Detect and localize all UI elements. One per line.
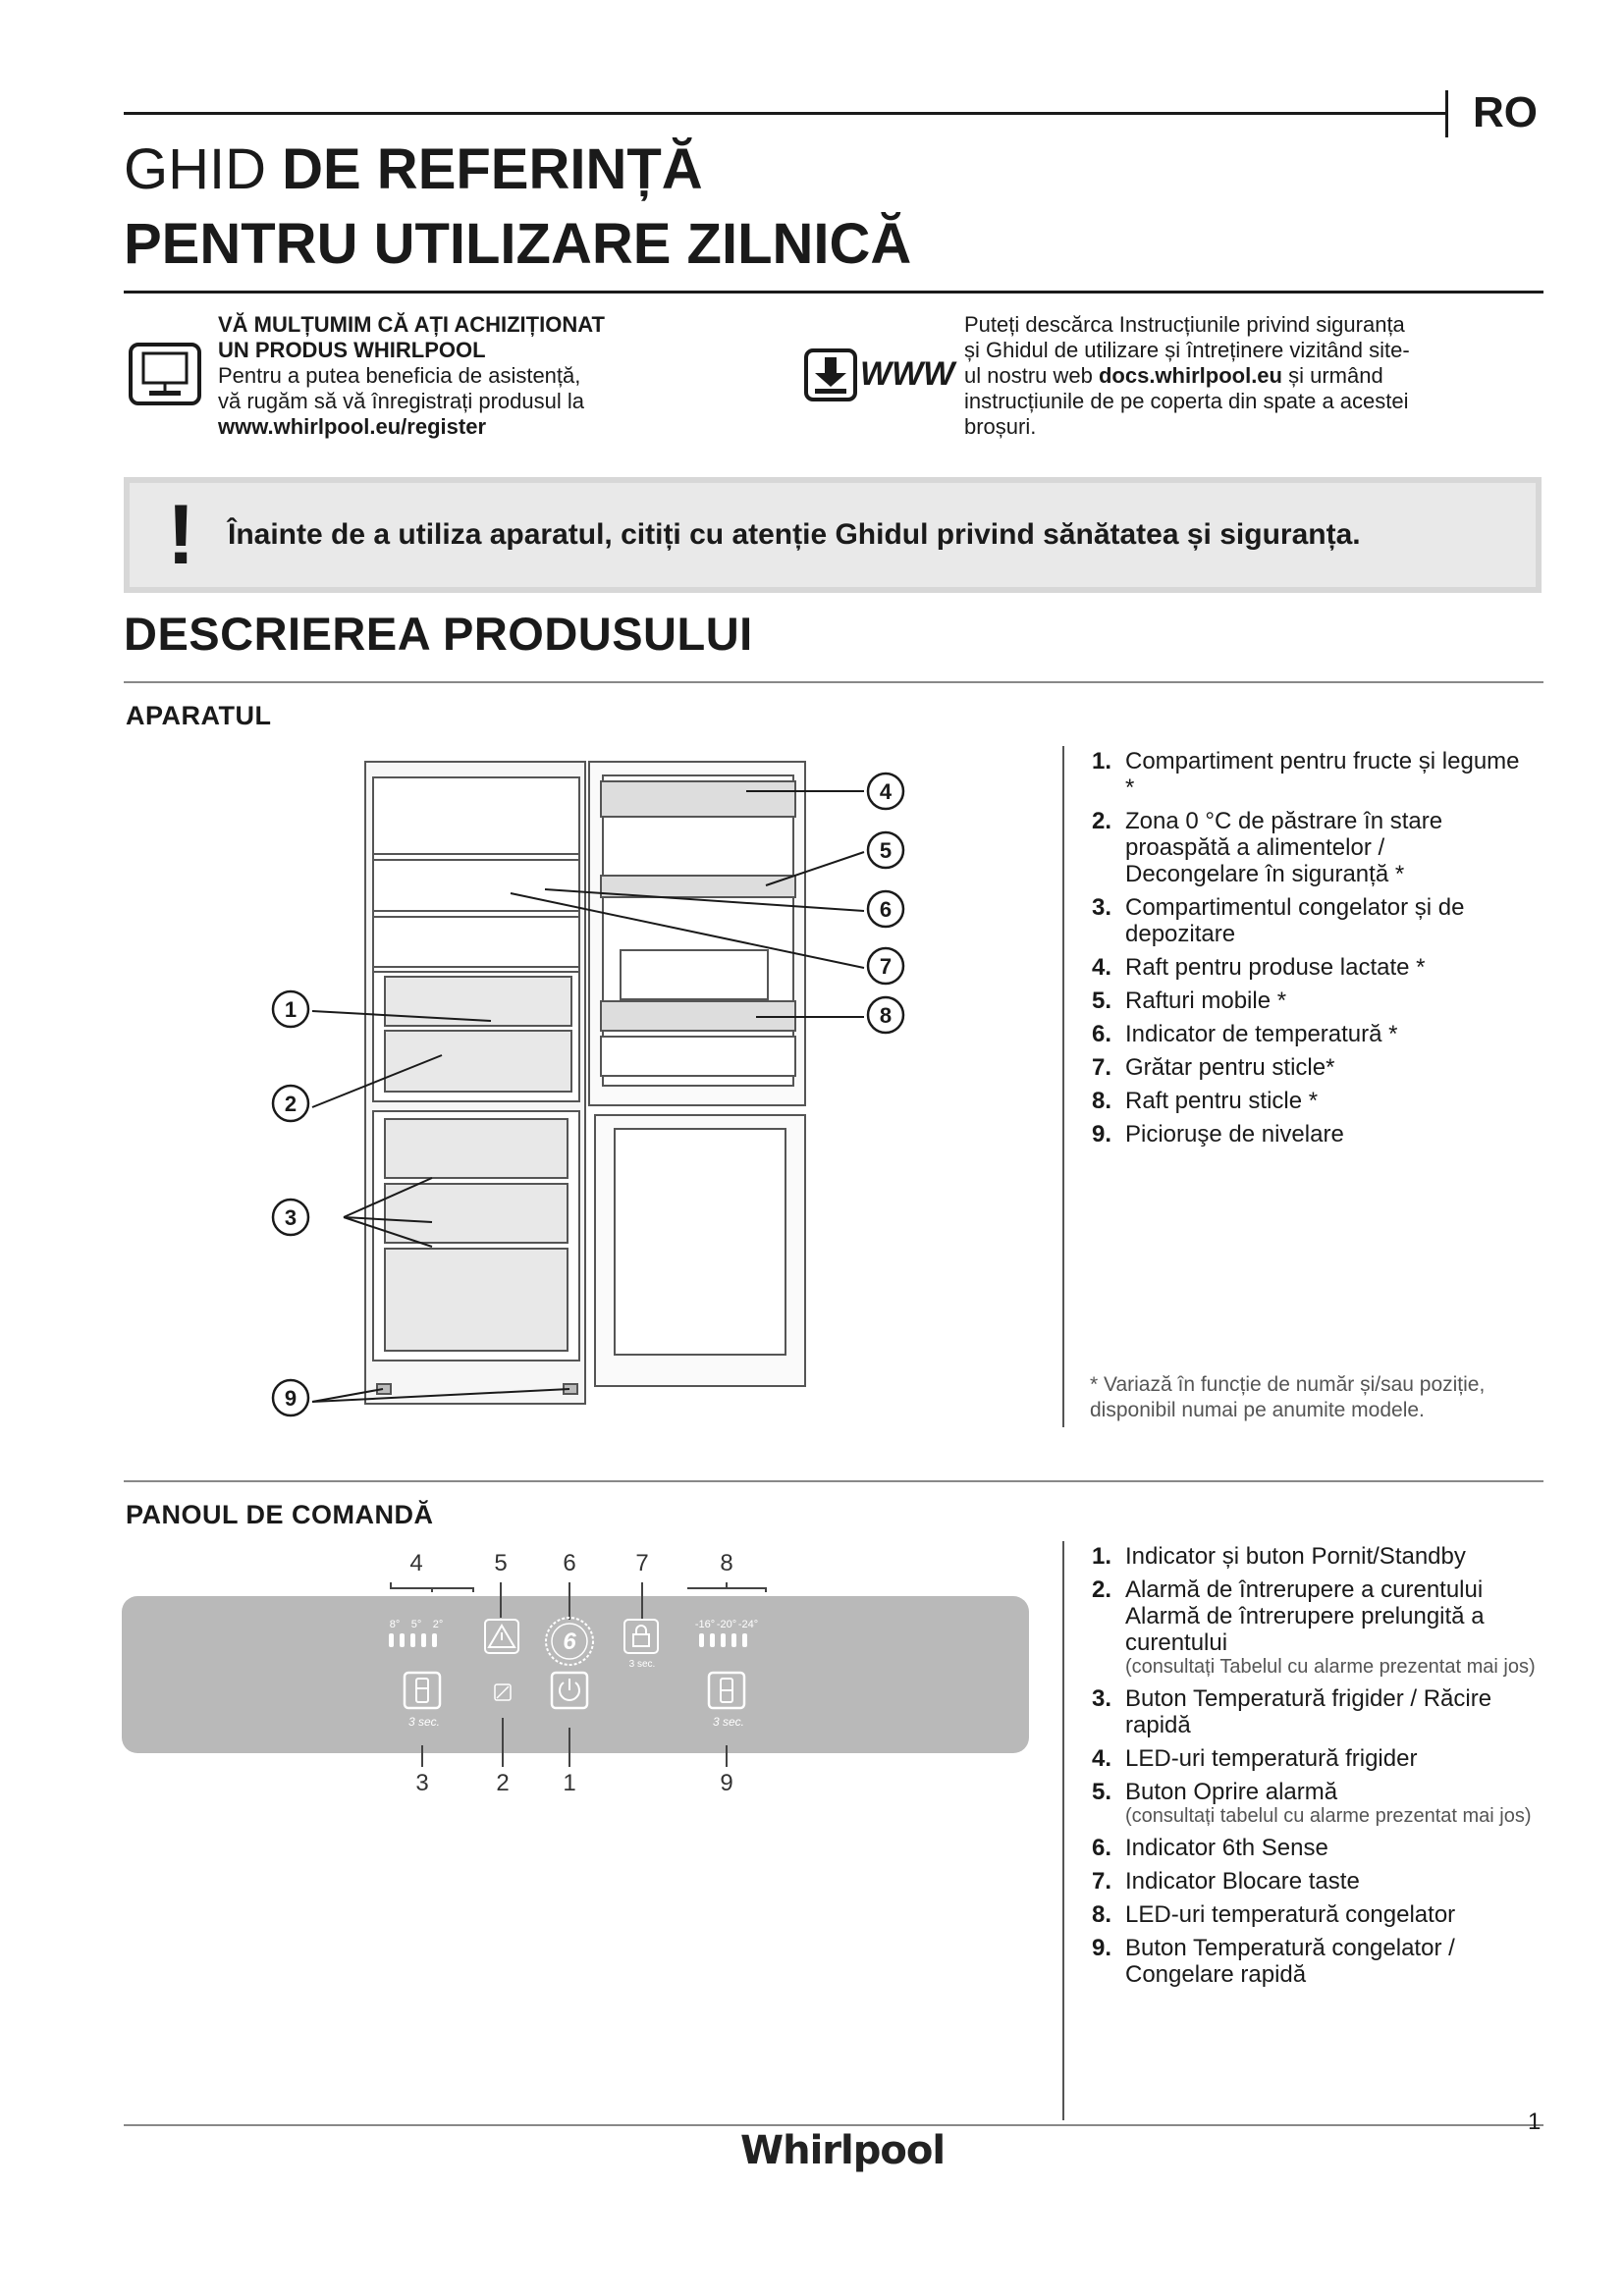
- appliance-item-text: Zona 0 °C de păstrare în stare proaspătă a alimentelor / Decongelare în siguranță *: [1125, 808, 1443, 887]
- docs-link[interactable]: docs.whirlpool.eu: [1098, 363, 1282, 388]
- control-panel-item: [1092, 1685, 1553, 1738]
- register-text-2: vă rugăm să vă înregistrați produsul la: [218, 389, 584, 413]
- control-panel-item-text: Indicator Blocare taste: [1125, 1868, 1360, 1895]
- title-line2: PENTRU UTILIZARE ZILNICĂ: [124, 212, 912, 276]
- control-panel-item-number: 8.: [1092, 1901, 1112, 1928]
- fridge-led: [389, 1633, 394, 1647]
- title-light: GHID: [124, 137, 266, 201]
- fridge-temp-label: 2°: [432, 1619, 444, 1630]
- callout-label-8: 8: [879, 1003, 893, 1028]
- freezer-temp-label: -20°: [716, 1619, 737, 1630]
- panel-bottom-label-9: 9: [720, 1770, 733, 1796]
- download-line-3: ul nostru web docs.whirlpool.eu și urmând: [964, 363, 1383, 388]
- title-bold: DE REFERINȚĂ: [282, 137, 703, 201]
- appliance-item-number: 2.: [1092, 808, 1112, 834]
- fridge-led: [421, 1633, 426, 1647]
- appliance-item-number: 7.: [1092, 1054, 1112, 1081]
- fridge-diagram: [255, 746, 943, 1433]
- appliance-item-number: 5.: [1092, 988, 1112, 1014]
- control-panel-item-number: 9.: [1092, 1935, 1112, 1961]
- download-line-4: instrucțiunile de pe coperta din spate a acestei: [964, 389, 1409, 413]
- fridge-led: [400, 1633, 405, 1647]
- download-line-5: broșuri.: [964, 414, 1037, 439]
- appliance-item-number: 4.: [1092, 954, 1112, 981]
- section-rule: [124, 681, 1543, 683]
- exclamation-icon: !: [167, 488, 195, 582]
- warning-text: Înainte de a utiliza aparatul, citiți cu atenție Ghidul privind sănătatea și siguranța.: [228, 518, 1361, 551]
- appliance-item-text: Rafturi mobile *: [1125, 988, 1287, 1014]
- appliance-item: [1092, 1021, 1524, 1047]
- appliance-heading: APARATUL: [126, 701, 272, 730]
- control-panel-item: [1092, 1543, 1553, 1570]
- panel-bottom-label-2: 2: [496, 1770, 510, 1796]
- control-panel-item-number: 5.: [1092, 1779, 1112, 1805]
- svg-text:3 sec.: 3 sec.: [712, 1715, 745, 1729]
- title-rule: [124, 291, 1543, 294]
- appliance-item-text: Compartiment pentru fructe și legume *: [1125, 748, 1520, 801]
- svg-text:3 sec.: 3 sec.: [628, 1659, 656, 1670]
- control-panel-item-text: Buton Oprire alarmă: [1125, 1779, 1338, 1805]
- control-panel-item-text: Indicator și buton Pornit/Standby: [1125, 1543, 1466, 1570]
- control-panel-heading: PANOUL DE COMANDĂ: [126, 1500, 434, 1529]
- freezer-led: [742, 1633, 747, 1647]
- control-panel-item: [1092, 1779, 1553, 1828]
- appliance-item: [1092, 894, 1524, 947]
- www-label: WWW: [860, 355, 955, 393]
- zero-degree-drawer: [385, 1031, 571, 1092]
- control-panel-item-text: Indicator 6th Sense: [1125, 1835, 1328, 1861]
- callout-label-6: 6: [879, 897, 893, 922]
- safety-warning-box: [124, 477, 1542, 593]
- panel-top-label-6: 6: [563, 1550, 576, 1576]
- control-panel-item-number: 2.: [1092, 1576, 1112, 1603]
- control-panel-item-number: 6.: [1092, 1835, 1112, 1861]
- freezer-temp-label: -24°: [737, 1619, 759, 1630]
- control-panel-item: [1092, 1576, 1553, 1679]
- footer-rule: [124, 2124, 1543, 2126]
- control-list-rule: [1062, 1541, 1064, 2120]
- panel-top-label-4: 4: [409, 1550, 423, 1576]
- callout-label-2: 2: [284, 1092, 298, 1116]
- section-rule-2: [124, 1480, 1543, 1482]
- appliance-item: [1092, 1054, 1524, 1081]
- callout-label-1: 1: [284, 997, 298, 1022]
- appliance-item: [1092, 1088, 1524, 1114]
- register-heading-2: UN PRODUS WHIRLPOOL: [218, 338, 486, 362]
- header-rule: [124, 112, 1445, 115]
- download-line-2: și Ghidul de utilizare și întreținere vizitând site-: [964, 338, 1410, 362]
- panel-bottom-label-3: 3: [415, 1770, 429, 1796]
- control-panel-item-note: (consultați Tabelul cu alarme prezentat mai jos): [1125, 1656, 1536, 1678]
- freezer-drawer-mid: [385, 1184, 568, 1243]
- fridge-led: [432, 1633, 437, 1647]
- page-title: [124, 133, 911, 282]
- control-panel-item-number: 3.: [1092, 1685, 1112, 1712]
- fridge-led: [410, 1633, 415, 1647]
- appliance-item-text: Indicator de temperatură *: [1125, 1021, 1398, 1047]
- download-line-1: Puteți descărca Instrucțiunile privind siguranța: [964, 312, 1405, 337]
- control-panel-item-number: 7.: [1092, 1868, 1112, 1895]
- appliance-item-text: Raft pentru produse lactate *: [1125, 954, 1426, 981]
- freezer-led: [731, 1633, 736, 1647]
- movable-shelf: [601, 876, 795, 897]
- control-panel-item: [1092, 1935, 1553, 1988]
- appliance-item-number: 6.: [1092, 1021, 1112, 1047]
- appliance-list: [1092, 748, 1524, 1154]
- page-number: 1: [1528, 2109, 1542, 2135]
- monitor-icon: [128, 342, 202, 406]
- control-panel-item-text: Alarmă de întrerupere a curentului Alarmă de întrerupere prelungită a curentului: [1125, 1576, 1485, 1656]
- appliance-item: [1092, 1121, 1524, 1148]
- fridge-temp-label: 8°: [389, 1619, 401, 1630]
- appliance-item-number: 9.: [1092, 1121, 1112, 1148]
- appliance-item-text: Raft pentru sticle *: [1125, 1088, 1319, 1114]
- register-link[interactable]: www.whirlpool.eu/register: [218, 414, 487, 439]
- appliance-item: [1092, 988, 1524, 1014]
- appliance-item: [1092, 808, 1524, 887]
- freezer-temp-label: -16°: [694, 1619, 716, 1630]
- appliance-list-rule: [1062, 746, 1064, 1427]
- panel-top-label-8: 8: [720, 1550, 733, 1576]
- fridge-temp-label: 5°: [410, 1619, 422, 1630]
- appliance-item-number: 3.: [1092, 894, 1112, 921]
- control-panel-item-text: LED-uri temperatură congelator: [1125, 1901, 1456, 1928]
- control-panel-item-note: (consultați tabelul cu alarme prezentat mai jos): [1125, 1805, 1532, 1827]
- control-panel-item-number: 1.: [1092, 1543, 1112, 1570]
- crisper-drawer: [385, 977, 571, 1026]
- register-heading-1: VĂ MULȚUMIM CĂ AȚI ACHIZIȚIONAT: [218, 312, 605, 337]
- dairy-shelf: [601, 781, 795, 817]
- freezer-led: [699, 1633, 704, 1647]
- whirlpool-logo: Whirlpool: [740, 2128, 946, 2173]
- panel-top-label-5: 5: [494, 1550, 508, 1576]
- control-panel-diagram: [118, 1541, 1041, 1796]
- control-panel-list: [1092, 1543, 1553, 1995]
- freezer-drawer-top: [385, 1119, 568, 1178]
- control-panel-item: [1092, 1901, 1553, 1928]
- control-panel-item-text: Buton Temperatură frigider / Răcire rapidă: [1125, 1685, 1492, 1738]
- freezer-led: [710, 1633, 715, 1647]
- appliance-item: [1092, 748, 1524, 801]
- section-title: DESCRIEREA PRODUSULUI: [124, 608, 753, 660]
- appliance-item: [1092, 954, 1524, 981]
- svg-text:3 sec.: 3 sec.: [407, 1715, 441, 1729]
- control-panel-item: [1092, 1835, 1553, 1861]
- callout-label-7: 7: [879, 954, 893, 979]
- control-panel-item: [1092, 1745, 1553, 1772]
- language-code: RO: [1473, 88, 1538, 136]
- header-tick: [1445, 90, 1448, 137]
- appliance-item-text: Picioruşe de nivelare: [1125, 1121, 1344, 1148]
- svg-text:6: 6: [563, 1629, 576, 1655]
- control-panel-body: [122, 1596, 1029, 1753]
- freezer-drawer-bottom: [385, 1249, 568, 1351]
- callout-label-5: 5: [879, 838, 893, 863]
- control-panel-item: [1092, 1868, 1553, 1895]
- control-panel-item-text: Buton Temperatură congelator / Congelare rapidă: [1125, 1935, 1455, 1988]
- control-panel-item-text: LED-uri temperatură frigider: [1125, 1745, 1418, 1772]
- callout-label-9: 9: [284, 1386, 298, 1411]
- download-icon: [803, 347, 858, 402]
- appliance-note: * Variază în funcție de număr și/sau poziție, disponibil numai pe anumite modele.: [1090, 1373, 1486, 1421]
- freezer-led: [721, 1633, 726, 1647]
- appliance-item-number: 8.: [1092, 1088, 1112, 1114]
- download-block: [964, 312, 1410, 440]
- callout-label-3: 3: [284, 1205, 298, 1230]
- panel-top-label-7: 7: [635, 1550, 649, 1576]
- register-block: [218, 312, 605, 440]
- appliance-item-text: Compartimentul congelator și de depozitare: [1125, 894, 1465, 947]
- register-text-1: Pentru a putea beneficia de asistență,: [218, 363, 581, 388]
- appliance-item-number: 1.: [1092, 748, 1112, 774]
- control-panel-item-number: 4.: [1092, 1745, 1112, 1772]
- callout-label-4: 4: [879, 779, 893, 804]
- appliance-item-text: Grătar pentru sticle*: [1125, 1054, 1335, 1081]
- panel-bottom-label-1: 1: [563, 1770, 576, 1796]
